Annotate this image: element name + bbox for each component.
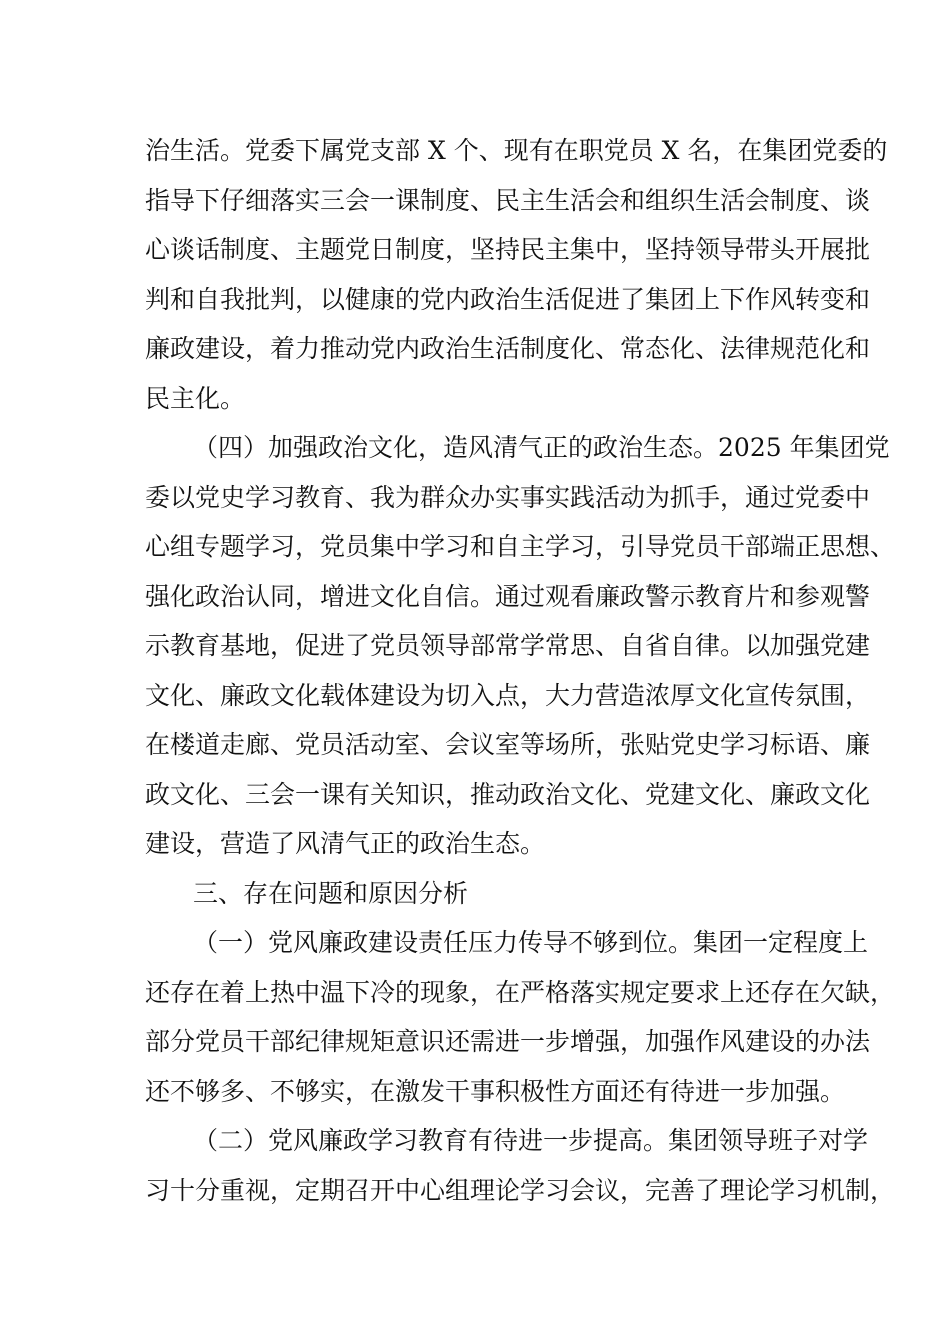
- text-line: 习十分重视，定期召开中心组理论学习会议，完善了理论学习机制，: [145, 1176, 896, 1205]
- text-line: 心谈话制度、主题党日制度，坚持民主集中，坚持领导带头开展批: [145, 235, 871, 264]
- text-line: 政文化、三会一课有关知识，推动政治文化、党建文化、廉政文化: [145, 780, 871, 809]
- text-line: 还存在着上热中温下冷的现象，在严格落实规定要求上还存在欠缺，: [145, 978, 896, 1007]
- text-line: 强化政治认同，增进文化自信。通过观看廉政警示教育片和参观警: [145, 582, 871, 611]
- section-heading-4: （四）加强政治文化，造风清气正的政治生态。2025 年集团党: [193, 433, 890, 462]
- text-line: 判和自我批判，以健康的党内政治生活促进了集团上下作风转变和: [145, 285, 871, 314]
- text-line: 部分党员干部纪律规矩意识还需进一步增强，加强作风建设的办法: [145, 1027, 871, 1056]
- text-line: 在楼道走廊、党员活动室、会议室等场所，张贴党史学习标语、廉: [145, 730, 871, 759]
- text-line: 指导下仔细落实三会一课制度、民主生活会和组织生活会制度、谈: [145, 186, 871, 215]
- text-line: 心组专题学习，党员集中学习和自主学习，引导党员干部端正思想、: [145, 532, 896, 561]
- subsection-heading-1: （一）党风廉政建设责任压力传导不够到位。集团一定程度上: [193, 928, 869, 957]
- text-line: 还不够多、不够实，在激发干事积极性方面还有待进一步加强。: [145, 1077, 846, 1106]
- text-line: 示教育基地，促进了党员领导部常学常思、自省自律。以加强党建: [145, 631, 871, 660]
- subsection-heading-2: （二）党风廉政学习教育有待进一步提高。集团领导班子对学: [193, 1126, 869, 1155]
- text-line: 文化、廉政文化载体建设为切入点，大力营造浓厚文化宣传氛围，: [145, 681, 871, 710]
- text-line: 民主化。: [145, 384, 246, 413]
- text-line: 治生活。党委下属党支部 X 个、现有在职党员 X 名，在集团党委的: [145, 136, 888, 165]
- text-line: 委以党史学习教育、我为群众办实事实践活动为抓手，通过党委中: [145, 483, 871, 512]
- text-line: 廉政建设，着力推动党内政治生活制度化、常态化、法律规范化和: [145, 334, 871, 363]
- text-line: 建设，营造了风清气正的政治生态。: [145, 829, 546, 858]
- section-heading-3: 三、存在问题和原因分析: [193, 879, 469, 908]
